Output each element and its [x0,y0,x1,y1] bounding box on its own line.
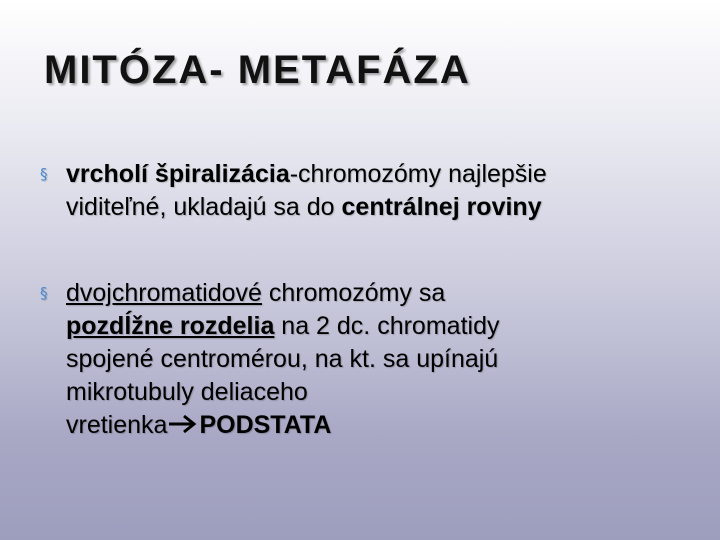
bullet-item-1 [40,158,690,224]
bullet-1-text-2: viditeľné, ukladajú sa do [66,193,342,221]
bullet-2-line-4: mikrotubuly deliaceho [66,378,308,406]
bullet-2-line-2 [66,310,690,343]
bullet-2-text-2: na 2 dc. chromatidy [274,312,500,340]
right-arrow-icon [167,413,199,435]
bullet-2-bold-underlined-phrase: pozdĺžne rozdelia [66,312,275,340]
bullet-item-2 [40,277,690,442]
bullet-2-bold-conclusion: PODSTATA [199,411,332,439]
bullet-1-line-1 [66,158,690,191]
bullet-2-text-5: vretienka [66,411,168,439]
bullet-2-line-1 [66,277,690,310]
bullet-marker-icon: § [40,284,48,302]
bullet-1-bold-phrase-2: centrálnej roviny [341,193,542,221]
bullet-2-line-3: spojené centromérou, na kt. sa upínajú [66,345,499,373]
bullet-2-underlined-phrase: dvojchromatidové [66,279,262,307]
bullet-1-line-2 [66,191,690,224]
bullet-marker-icon: § [40,165,48,183]
slide-title: MITÓZA- METAFÁZA [44,48,471,92]
bullet-list [40,158,690,442]
bullet-1-text: -chromozómy najlepšie [289,160,547,188]
bullet-2-line-5 [66,409,690,442]
bullet-2-text-1: chromozómy sa [261,279,446,307]
bullet-1-bold-phrase: vrcholí špiralizácia [66,160,290,188]
